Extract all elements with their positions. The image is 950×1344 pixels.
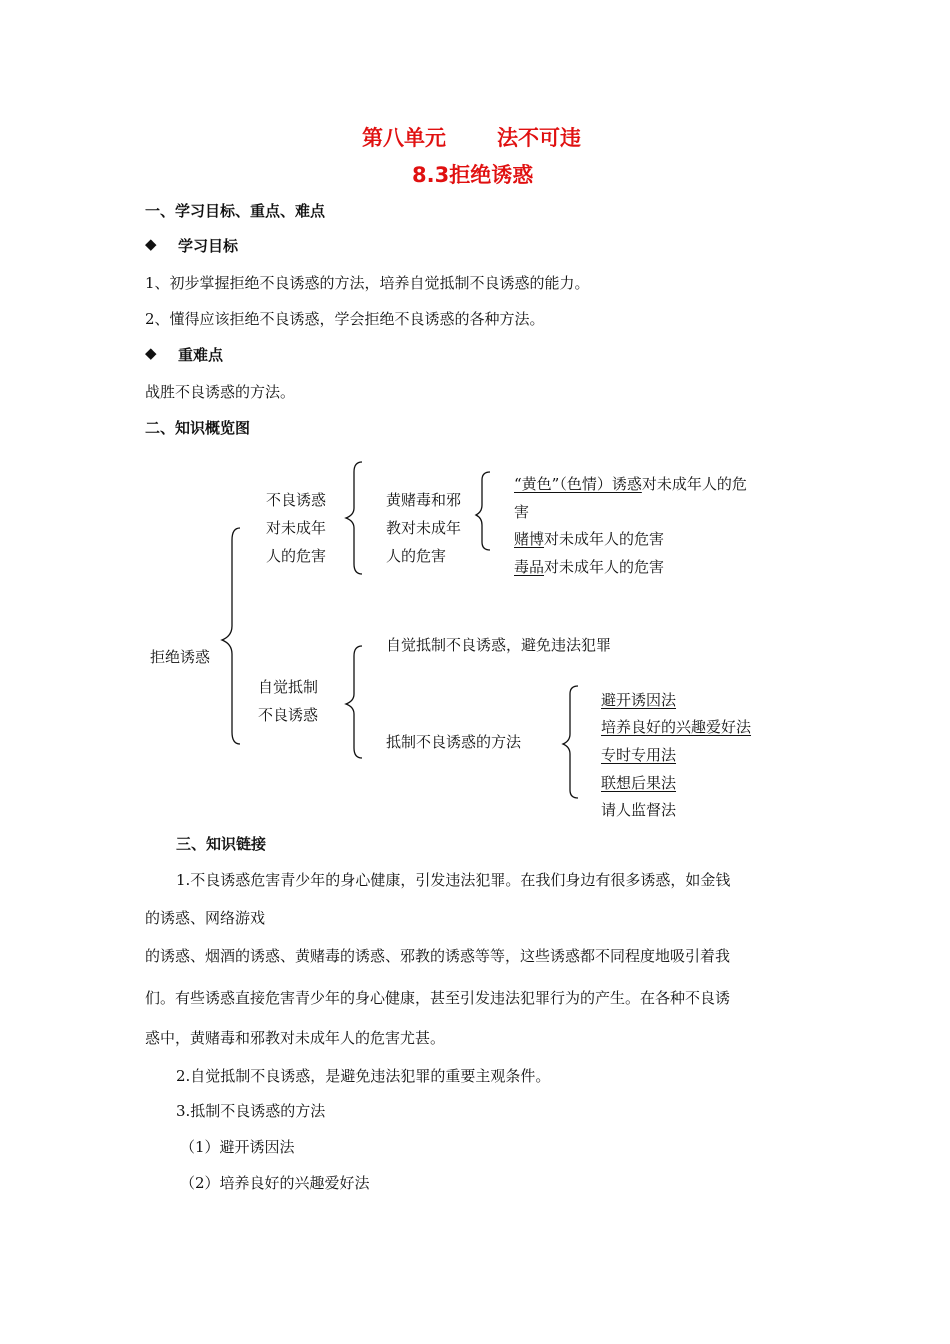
methods-brace bbox=[563, 686, 578, 798]
b1-line-1: 不良诱惑 bbox=[266, 491, 327, 509]
b1-sub-line-2: 教对未成年 bbox=[386, 519, 462, 537]
item-1: （1）避开诱因法 bbox=[180, 1138, 295, 1156]
p1-line-2: 的诱惑、网络游戏 bbox=[145, 909, 266, 927]
harm-3-underlined: 毒品 bbox=[514, 558, 545, 576]
p1-line-1: 1.不良诱惑危害青少年的身心健康，引发违法犯罪。在我们身边有很多诱惑，如金钱 bbox=[176, 871, 731, 889]
harm-1-wrap: 害 bbox=[514, 503, 530, 521]
b2-sub-2: 抵制不良诱惑的方法 bbox=[386, 733, 522, 751]
b1-sub-line-1: 黄赌毒和邪 bbox=[386, 491, 462, 509]
diagram-root: 拒绝诱惑 bbox=[150, 648, 211, 666]
method-3: 专时专用法 bbox=[601, 746, 677, 764]
b1-sub-line-3: 人的危害 bbox=[386, 547, 447, 565]
method-2: 培养良好的兴趣爱好法 bbox=[601, 718, 752, 736]
b1-line-3: 人的危害 bbox=[266, 547, 327, 565]
b2-brace bbox=[346, 646, 362, 758]
harm-1-underlined: “黄色”（色情）诱惑 bbox=[514, 475, 642, 493]
harm-1 bbox=[514, 470, 747, 498]
key-text: 战胜不良诱惑的方法。 bbox=[145, 383, 296, 401]
harm-2-underlined: 赌博 bbox=[514, 530, 545, 548]
p2: 2.自觉抵制不良诱惑，是避免违法犯罪的重要主观条件。 bbox=[176, 1067, 551, 1085]
goal-1: 1、初步掌握拒绝不良诱惑的方法，培养自觉抵制不良诱惑的能力。 bbox=[145, 274, 590, 292]
section1-heading: 一、学习目标、重点、难点 bbox=[145, 202, 326, 220]
harm-1-rest: 对未成年人的危 bbox=[641, 475, 747, 493]
bullet-icon: ◆ bbox=[145, 344, 157, 362]
b2-line-1: 自觉抵制 bbox=[258, 678, 319, 696]
harm-3 bbox=[514, 553, 664, 581]
harm-2-rest: 对未成年人的危害 bbox=[544, 530, 665, 548]
b1-brace bbox=[346, 462, 362, 574]
p3: 3.抵制不良诱惑的方法 bbox=[176, 1102, 326, 1120]
goal-2: 2、懂得应该拒绝不良诱惑，学会拒绝不良诱惑的各种方法。 bbox=[145, 310, 545, 328]
unit-name: 法不可违 bbox=[497, 126, 581, 150]
lesson-title: 8.3拒绝诱惑 bbox=[412, 163, 534, 187]
key-label: 重难点 bbox=[178, 346, 224, 364]
bullet-icon: ◆ bbox=[145, 235, 157, 253]
unit-title: 第八单元 bbox=[362, 126, 446, 150]
method-1: 避开诱因法 bbox=[601, 691, 677, 709]
goals-label: 学习目标 bbox=[178, 237, 239, 255]
section3-heading: 三、知识链接 bbox=[176, 835, 267, 853]
item-2: （2）培养良好的兴趣爱好法 bbox=[180, 1174, 370, 1192]
harm-3-rest: 对未成年人的危害 bbox=[544, 558, 665, 576]
root-brace bbox=[222, 528, 240, 744]
b2-line-2: 不良诱惑 bbox=[258, 706, 319, 724]
p1-line-5: 惑中，黄赌毒和邪教对未成年人的危害尤甚。 bbox=[145, 1029, 446, 1047]
method-5: 请人监督法 bbox=[601, 801, 677, 819]
harm-2 bbox=[514, 525, 664, 553]
b2-sub-1: 自觉抵制不良诱惑，避免违法犯罪 bbox=[386, 636, 612, 654]
p1-line-3: 的诱惑、烟酒的诱惑、黄赌毒的诱惑、邪教的诱惑等等，这些诱惑都不同程度地吸引着我 bbox=[145, 947, 731, 965]
b1-line-2: 对未成年 bbox=[266, 519, 327, 537]
section2-heading: 二、知识概览图 bbox=[145, 419, 251, 437]
p1-line-4: 们。有些诱惑直接危害青少年的身心健康，甚至引发违法犯罪行为的产生。在各种不良诱 bbox=[145, 989, 731, 1007]
method-4: 联想后果法 bbox=[601, 774, 677, 792]
harms-brace bbox=[476, 472, 490, 550]
